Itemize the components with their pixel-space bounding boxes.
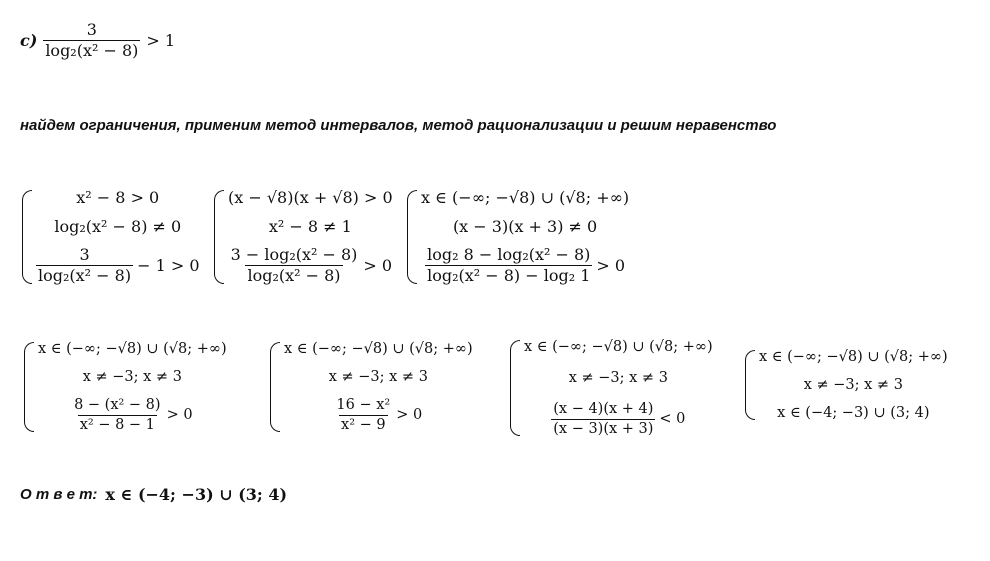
system-row: x ≠ −3; x ≠ 3 bbox=[328, 369, 428, 385]
system-2 bbox=[214, 190, 393, 284]
fraction-numerator: 16 − x² bbox=[336, 397, 391, 413]
problem-fraction bbox=[43, 22, 140, 59]
system-row: x ∈ (−∞; −√8) ∪ (√8; +∞) bbox=[421, 188, 630, 207]
system-row: x² − 8 > 0 bbox=[76, 188, 160, 207]
system-brace bbox=[270, 342, 280, 432]
fraction-tail: > 0 bbox=[166, 406, 193, 423]
system-1 bbox=[22, 190, 200, 284]
system-brace bbox=[510, 340, 520, 436]
fraction-tail: − 1 > 0 bbox=[137, 255, 200, 275]
system-row: x ∈ (−∞; −√8) ∪ (√8; +∞) bbox=[38, 341, 227, 357]
fraction-denominator: log₂(x² − 8) bbox=[247, 266, 341, 285]
fraction-numerator: (x − 4)(x + 4) bbox=[553, 401, 654, 417]
system-row: x ∈ (−4; −3) ∪ (3; 4) bbox=[777, 404, 930, 421]
system-row: (x − 3)(x + 3) ≠ 0 bbox=[452, 216, 598, 236]
system-row: x² − 8 ≠ 1 bbox=[268, 216, 352, 236]
fraction-tail: > 0 bbox=[363, 255, 393, 275]
system-row: x ≠ −3; x ≠ 3 bbox=[82, 369, 182, 385]
system-brace bbox=[745, 350, 755, 420]
answer-value: x ∈ (−4; −3) ∪ (3; 4) bbox=[105, 485, 288, 504]
fraction-denominator: log₂(x² − 8) bbox=[38, 266, 132, 285]
system-row bbox=[425, 247, 625, 284]
system-4 bbox=[24, 342, 227, 432]
system-row: log₂(x² − 8) ≠ 0 bbox=[54, 216, 182, 236]
problem-denominator: log₂(x² − 8) bbox=[45, 41, 139, 60]
system-brace bbox=[22, 190, 32, 284]
fraction-numerator: log₂ 8 − log₂(x² − 8) bbox=[427, 245, 591, 264]
problem-numerator: 3 bbox=[86, 20, 97, 39]
system-6 bbox=[510, 340, 713, 436]
fraction-tail: < 0 bbox=[659, 410, 686, 427]
problem-rhs: > 1 bbox=[146, 30, 176, 50]
fraction-tail: > 0 bbox=[596, 255, 626, 275]
problem-statement bbox=[20, 22, 175, 59]
system-row bbox=[229, 247, 393, 284]
system-brace bbox=[407, 190, 417, 284]
system-row: x ∈ (−∞; −√8) ∪ (√8; +∞) bbox=[524, 339, 713, 355]
fraction-numerator: 3 − log₂(x² − 8) bbox=[230, 245, 358, 264]
fraction-numerator: 8 − (x² − 8) bbox=[74, 397, 161, 413]
system-7 bbox=[745, 350, 948, 420]
answer-label: О т в е т: bbox=[20, 486, 98, 503]
system-row: x ≠ −3; x ≠ 3 bbox=[803, 376, 903, 393]
fraction-numerator: 3 bbox=[79, 245, 90, 264]
system-row: x ∈ (−∞; −√8) ∪ (√8; +∞) bbox=[759, 349, 948, 365]
fraction-denominator: x² − 8 − 1 bbox=[79, 416, 155, 433]
fraction-denominator: x² − 9 bbox=[341, 416, 386, 433]
method-heading: найдем ограничения, применим метод интервалов, метод рационализации и решим неравенство bbox=[20, 117, 777, 134]
fraction-tail: > 0 bbox=[396, 406, 423, 423]
problem-label: c) bbox=[20, 30, 38, 50]
system-row bbox=[72, 398, 192, 432]
system-5 bbox=[270, 342, 473, 432]
system-3 bbox=[407, 190, 629, 284]
system-brace bbox=[24, 342, 34, 432]
system-row bbox=[36, 247, 200, 284]
system-row bbox=[334, 398, 422, 432]
fraction-denominator: (x − 3)(x + 3) bbox=[553, 420, 654, 437]
answer-line bbox=[20, 485, 287, 504]
system-row: x ∈ (−∞; −√8) ∪ (√8; +∞) bbox=[284, 341, 473, 357]
fraction-denominator: log₂(x² − 8) − log₂ 1 bbox=[427, 266, 591, 285]
system-brace bbox=[214, 190, 224, 284]
system-row: x ≠ −3; x ≠ 3 bbox=[568, 370, 668, 386]
system-row: (x − √8)(x + √8) > 0 bbox=[228, 188, 393, 207]
system-row bbox=[551, 402, 685, 436]
